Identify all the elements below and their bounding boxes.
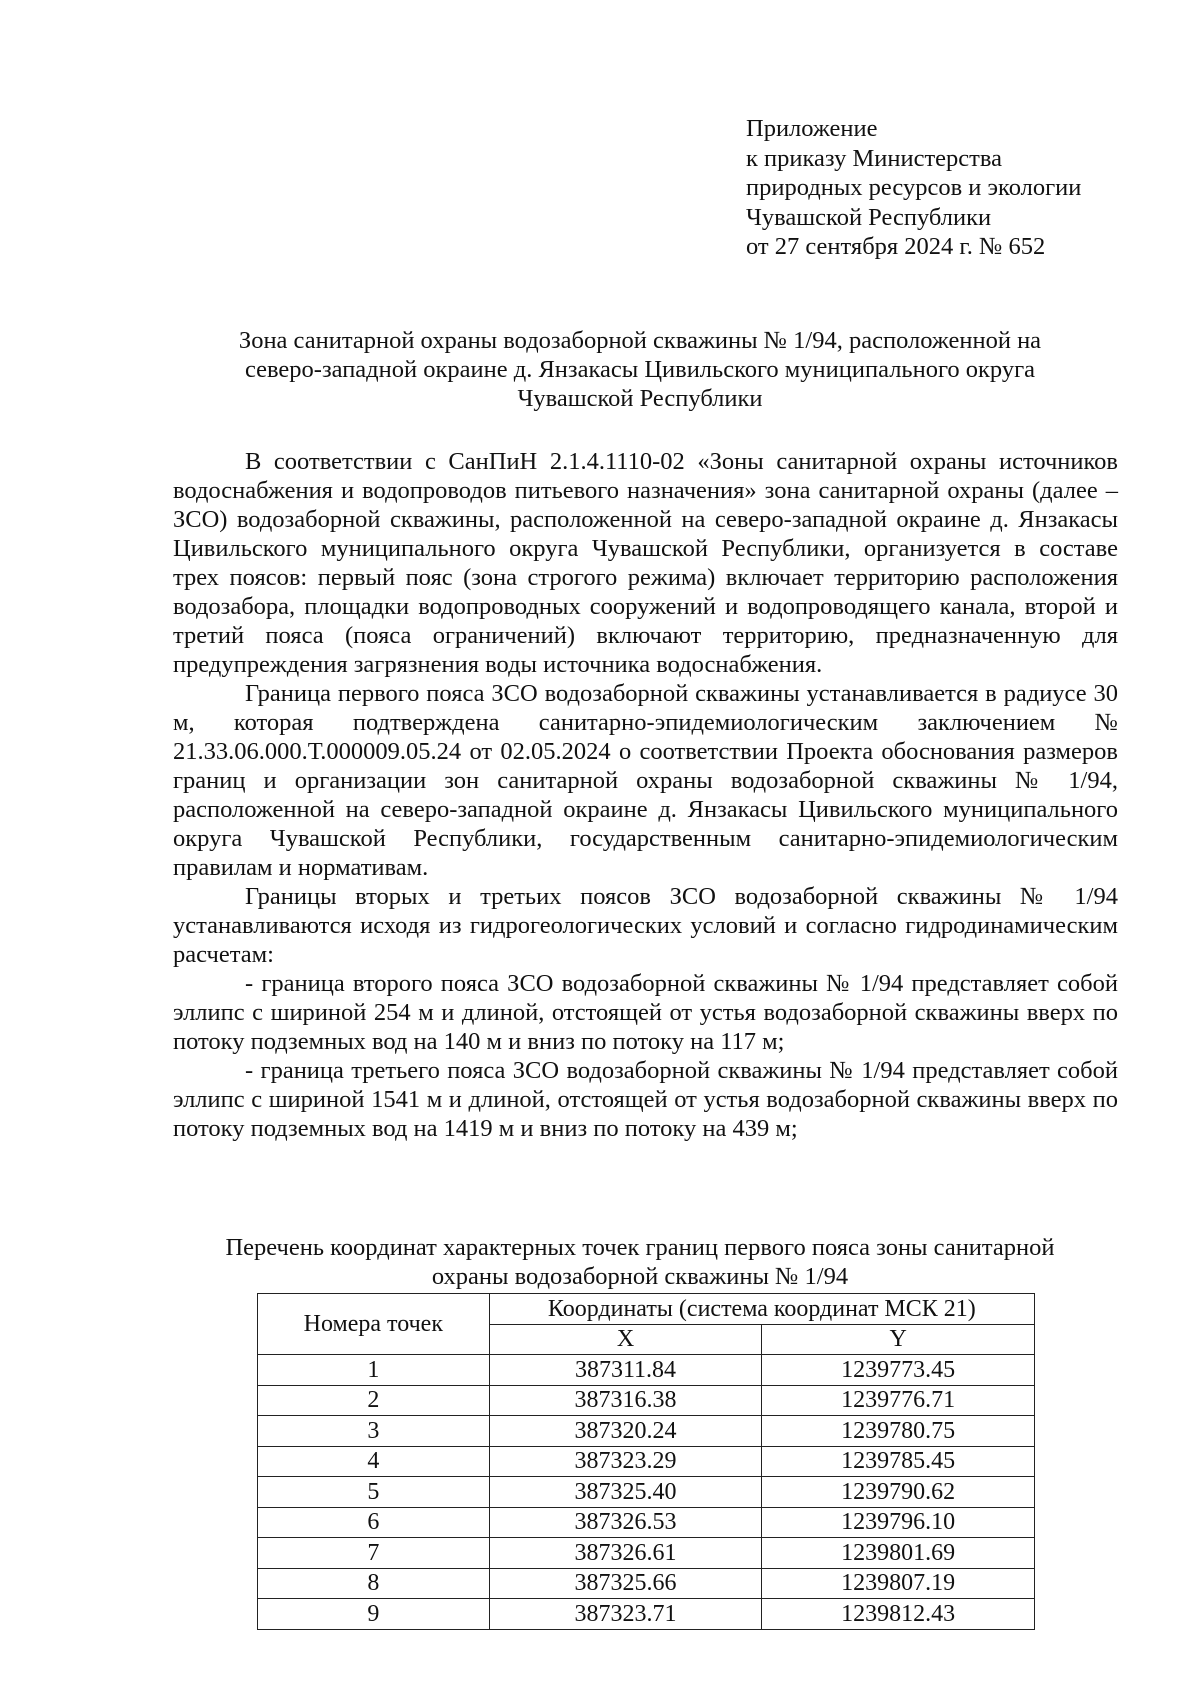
- body-paragraph: - граница второго пояса ЗСО водозаборной скважины № 1/94 представляет собой эллипс с шириной 254 м и длиной, отстоящей от устья водозаборной скважины вверх по потоку подземных вод на 140 м и вниз по потоку на 117 м;: [173, 970, 1118, 1055]
- cell-x: 387323.29: [489, 1446, 762, 1477]
- appendix-line: природных ресурсов и экологии: [746, 174, 1082, 201]
- table-header-row: [258, 1294, 1035, 1325]
- cell-x: 387326.53: [489, 1507, 762, 1538]
- cell-point-number: 8: [258, 1568, 490, 1599]
- document-title: [160, 326, 1120, 413]
- cell-y: 1239796.10: [762, 1507, 1035, 1538]
- cell-x: 387311.84: [489, 1355, 762, 1386]
- body-paragraph: Границы вторых и третьих поясов ЗСО водозаборной скважины № 1/94 устанавливаются исходя из гидрогеологических условий и согласно гидродинамическим расчетам:: [173, 883, 1118, 968]
- appendix-line: к приказу Министерства: [746, 144, 1002, 172]
- header-point-numbers: Номера точек: [258, 1294, 490, 1355]
- table-row: [258, 1538, 1035, 1569]
- table-row: [258, 1568, 1035, 1599]
- cell-y: 1239812.43: [762, 1599, 1035, 1630]
- cell-y: 1239801.69: [762, 1538, 1035, 1569]
- table-caption: [160, 1233, 1120, 1291]
- cell-x: 387325.66: [489, 1568, 762, 1599]
- title-line: Зона санитарной охраны водозаборной скважины № 1/94, расположенной на: [238, 327, 1042, 354]
- caption-line: охраны водозаборной скважины № 1/94: [431, 1263, 849, 1290]
- body-paragraph: Граница первого пояса ЗСО водозаборной скважины устанавливается в радиусе 30 м, которая подтверждена санитарно-эпидемиологическим заключением № 21.33.06.000.Т.000009.05.24 от 02.05.2024 о соответствии Проекта обоснования размеров границ и организации зон санитарной охраны водозаборной скважины № 1/94, расположенной на северо-западной окраине д. Янзакасы Цивильского муниципального округа Чувашской Республики, государственным санитарно-эпидемиологическим правилам и нормативам.: [173, 680, 1118, 881]
- table-row: [258, 1355, 1035, 1386]
- table-row: [258, 1446, 1035, 1477]
- cell-x: 387323.71: [489, 1599, 762, 1630]
- caption-line: Перечень координат характерных точек границ первого пояса зоны санитарной: [225, 1234, 1055, 1261]
- appendix-line: Чувашской Республики: [746, 203, 992, 231]
- header-coordinates: Координаты (система координат МСК 21): [489, 1294, 1034, 1325]
- cell-point-number: 6: [258, 1507, 490, 1538]
- cell-y: 1239785.45: [762, 1446, 1035, 1477]
- cell-point-number: 4: [258, 1446, 490, 1477]
- cell-point-number: 3: [258, 1416, 490, 1447]
- cell-point-number: 9: [258, 1599, 490, 1630]
- table-row: [258, 1599, 1035, 1630]
- cell-point-number: 5: [258, 1477, 490, 1508]
- cell-y: 1239780.75: [762, 1416, 1035, 1447]
- coordinates-table: [257, 1293, 1035, 1630]
- table-body: [258, 1355, 1035, 1630]
- document-body: [173, 447, 1118, 1143]
- cell-x: 387316.38: [489, 1385, 762, 1416]
- body-paragraph: В соответствии с СанПиН 2.1.4.1110-02 «Зоны санитарной охраны источников водоснабжения и водопроводов питьевого назначения» зона санитарной охраны (далее – ЗСО) водозаборной скважины, расположенной на северо-западной окраине д. Янзакасы Цивильского муниципального округа Чувашской Республики, организуется в составе трех поясов: первый пояс (зона строгого режима) включает территорию расположения водозабора, площадки водопроводных сооружений и водопроводящего канала, второй и третий пояса (пояса ограничений) включают территорию, предназначенную для предупреждения загрязнения воды источника водоснабжения.: [173, 448, 1118, 678]
- cell-point-number: 7: [258, 1538, 490, 1569]
- table-row: [258, 1507, 1035, 1538]
- cell-x: 387320.24: [489, 1416, 762, 1447]
- cell-point-number: 2: [258, 1385, 490, 1416]
- title-line: Чувашской Республики: [517, 385, 763, 412]
- cell-y: 1239773.45: [762, 1355, 1035, 1386]
- appendix-line: Приложение: [746, 115, 878, 142]
- cell-x: 387326.61: [489, 1538, 762, 1569]
- appendix-block: [746, 114, 1081, 262]
- header-y: Y: [762, 1324, 1035, 1355]
- cell-point-number: 1: [258, 1355, 490, 1386]
- title-line: северо-западной окраине д. Янзакасы Цивильского муниципального округа: [244, 356, 1036, 383]
- appendix-line: от 27 сентября 2024 г. № 652: [746, 233, 1046, 260]
- cell-y: 1239807.19: [762, 1568, 1035, 1599]
- cell-y: 1239790.62: [762, 1477, 1035, 1508]
- body-paragraph: - граница третьего пояса ЗСО водозаборной скважины № 1/94 представляет собой эллипс с шириной 1541 м и длиной, отстоящей от устья водозаборной скважины вверх по потоку подземных вод на 1419 м и вниз по потоку на 439 м;: [173, 1057, 1118, 1142]
- cell-x: 387325.40: [489, 1477, 762, 1508]
- header-x: X: [489, 1324, 762, 1355]
- table-row: [258, 1477, 1035, 1508]
- cell-y: 1239776.71: [762, 1385, 1035, 1416]
- table-row: [258, 1416, 1035, 1447]
- table-row: [258, 1385, 1035, 1416]
